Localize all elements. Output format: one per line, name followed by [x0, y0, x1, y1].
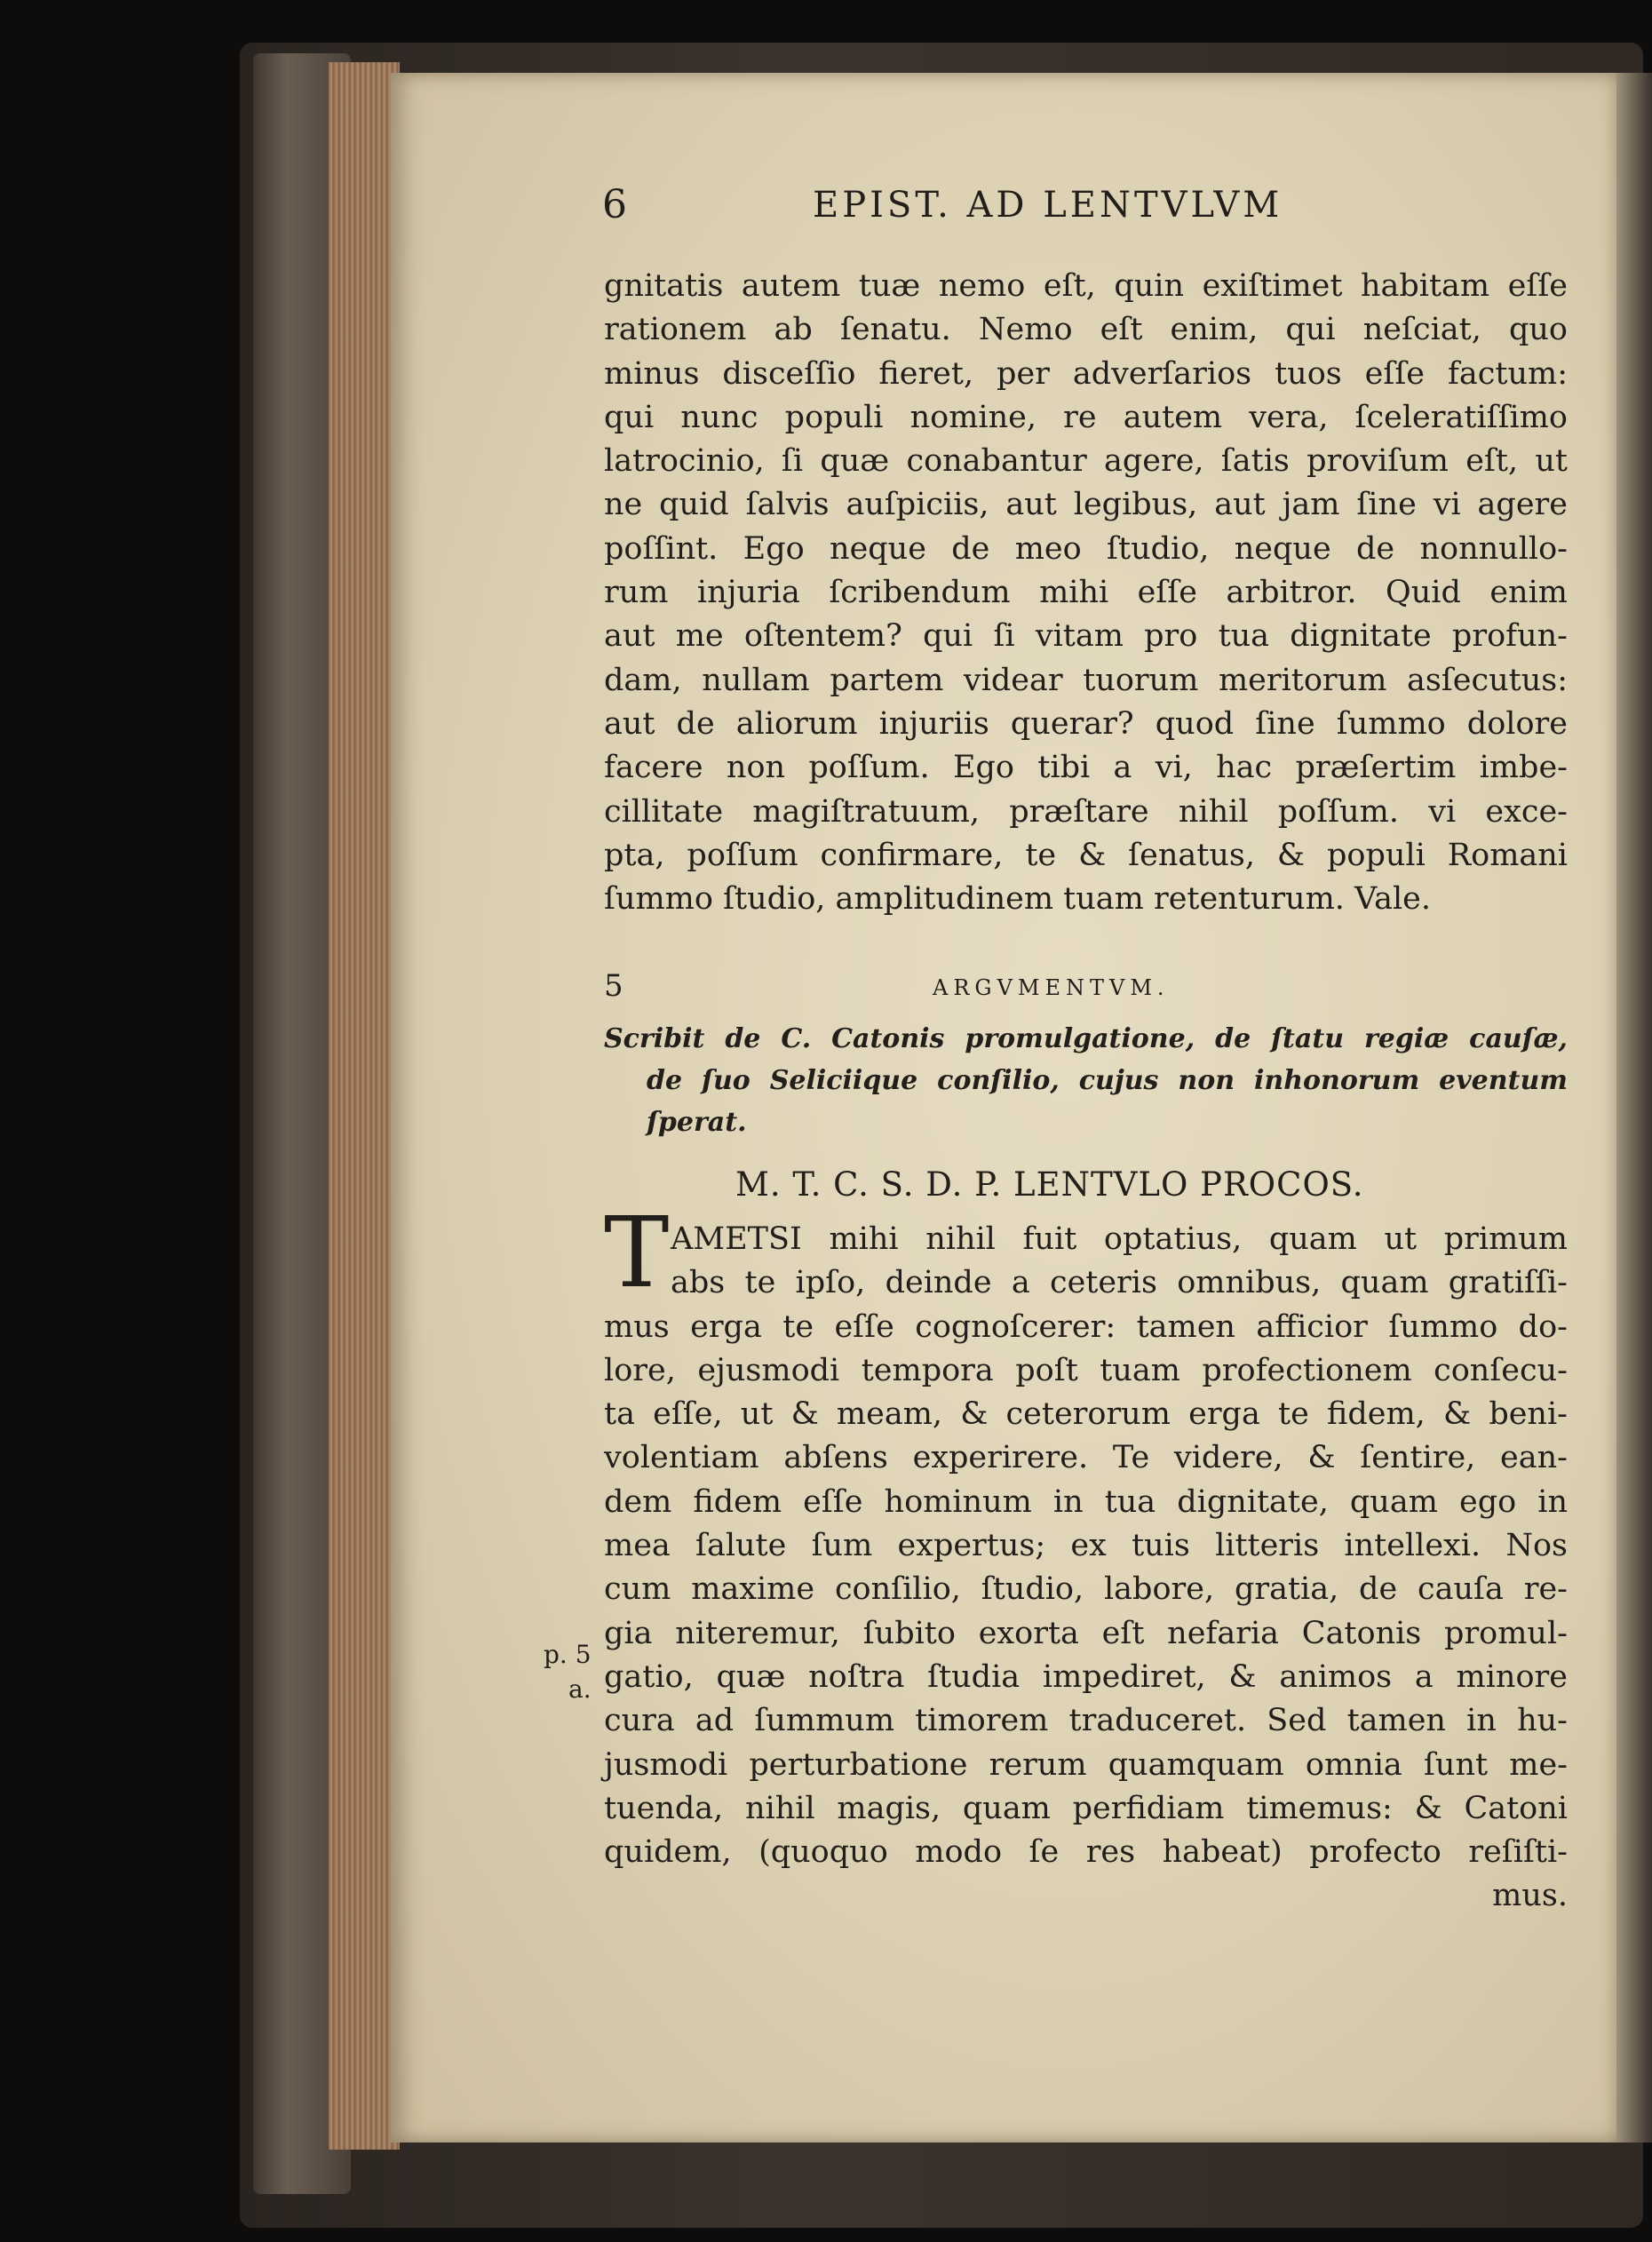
text-line: gatio, quæ noſtra ſtudia impediret, & animos a minore — [604, 1658, 1568, 1695]
text-line: rationem ab ſenatu. Nemo eſt enim, qui neſciat, quo — [604, 312, 1568, 348]
page-edges — [329, 62, 400, 2150]
text-line: AMETSI mihi nihil fuit optatius, quam ut primum — [671, 1221, 1568, 1257]
margin-note-page: p. 5 — [544, 1640, 592, 1669]
running-title: EPIST. AD LENTVLVM — [813, 185, 1283, 226]
text-line: ne quid ſalvis auſpiciis, aut legibus, aut jam ſine vi agere — [604, 487, 1568, 523]
text-line: mea ſalute ſum expertus; ex tuis litteris intellexi. Nos — [604, 1528, 1568, 1564]
text-line: dam, nullam partem videar tuorum meritorum asſecutus: — [604, 662, 1568, 698]
text-line: minus disceſſio fieret, per adverſarios tuos eſſe factum: — [604, 355, 1568, 392]
argument-title: ARGVMENTVM. — [933, 975, 1170, 1000]
text-line: gnitatis autem tuæ nemo eſt, quin exiſtimet habitam eſſe — [604, 268, 1568, 304]
text-line: lore, ejusmodi tempora poſt tuam profectionem conſecu- — [604, 1352, 1568, 1388]
letter-text — [604, 1218, 1568, 1919]
text-line: facere non poſſum. Ego tibi a vi, hac præſertim imbe- — [604, 750, 1568, 786]
text-line: mus. — [1492, 1878, 1568, 1914]
gutter-shadow — [1616, 73, 1652, 2143]
summary-line: ſperat. — [647, 1107, 747, 1138]
text-line: rum injuria ſcribendum mihi eſſe arbitror. Quid enim — [604, 575, 1568, 611]
text-line: jusmodi perturbatione rerum quamquam omnia ſunt me- — [604, 1746, 1568, 1783]
text-line: cillitate magiſtratuum, præſtare nihil poſſum. vi exce- — [604, 793, 1568, 830]
drop-capital: T — [604, 1196, 670, 1309]
letter-salutation: M. T. C. S. D. P. LENTVLO PROCOS. — [735, 1165, 1364, 1204]
summary-line: de ſuo Seliciique conſilio, cujus non inhonorum eventum — [647, 1065, 1568, 1096]
text-line: gia niteremur, ſubito exorta eſt nefaria Catonis promul- — [604, 1615, 1568, 1651]
argument-summary — [604, 1018, 1568, 1143]
text-line: cum maxime conſilio, ſtudio, labore, gratia, de cauſa re- — [604, 1571, 1568, 1608]
page-number: 6 — [602, 182, 627, 227]
text-line: dem fidem eſſe hominum in tua dignitate, quam ego in — [604, 1483, 1568, 1520]
text-line: aut de aliorum injuriis querar? quod ſine ſummo dolore — [604, 705, 1568, 742]
text-line: pta, poſſum confirmare, te & ſenatus, & populi Romani — [604, 837, 1568, 873]
text-line: ſummo ſtudio, amplitudinem tuam retenturum. Vale. — [604, 881, 1432, 918]
text-line: mus erga te eſſe cognoſcerer: tamen afficior ſummo do- — [604, 1308, 1568, 1345]
summary-line: Scribit de C. Catonis promulgatione, de ſtatu regiæ cauſæ, — [604, 1023, 1568, 1054]
body-text — [604, 265, 1568, 921]
text-line: latrocinio, ſi quæ conabantur agere, ſatis proviſum eſt, ut — [604, 443, 1568, 480]
margin-note-a: a. — [568, 1674, 592, 1704]
text-line: volentiam abſens experirere. Te videre, & ſentire, ean- — [604, 1440, 1568, 1476]
text-line: tuenda, nihil magis, quam perfidiam timemus: & Catoni — [604, 1790, 1568, 1826]
text-line: aut me oſtentem? qui ſi vitam pro tua dignitate profun- — [604, 618, 1568, 655]
text-line: cura ad ſummum timorem traduceret. Sed tamen in hu- — [604, 1703, 1568, 1739]
text-line: ta eſſe, ut & meam, & ceterorum erga te fidem, & beni- — [604, 1396, 1568, 1433]
argument-number: 5 — [604, 968, 623, 1004]
text-line: poſſint. Ego neque de meo ſtudio, neque de nonnullo- — [604, 530, 1568, 567]
text-line: quidem, (quoquo modo ſe res habeat) profecto reſiſti- — [604, 1834, 1568, 1871]
text-line: qui nunc populi nomine, re autem vera, ſceleratiſſimo — [604, 399, 1568, 435]
text-line: abs te ipſo, deinde a ceteris omnibus, quam gratiſſi- — [671, 1265, 1568, 1301]
